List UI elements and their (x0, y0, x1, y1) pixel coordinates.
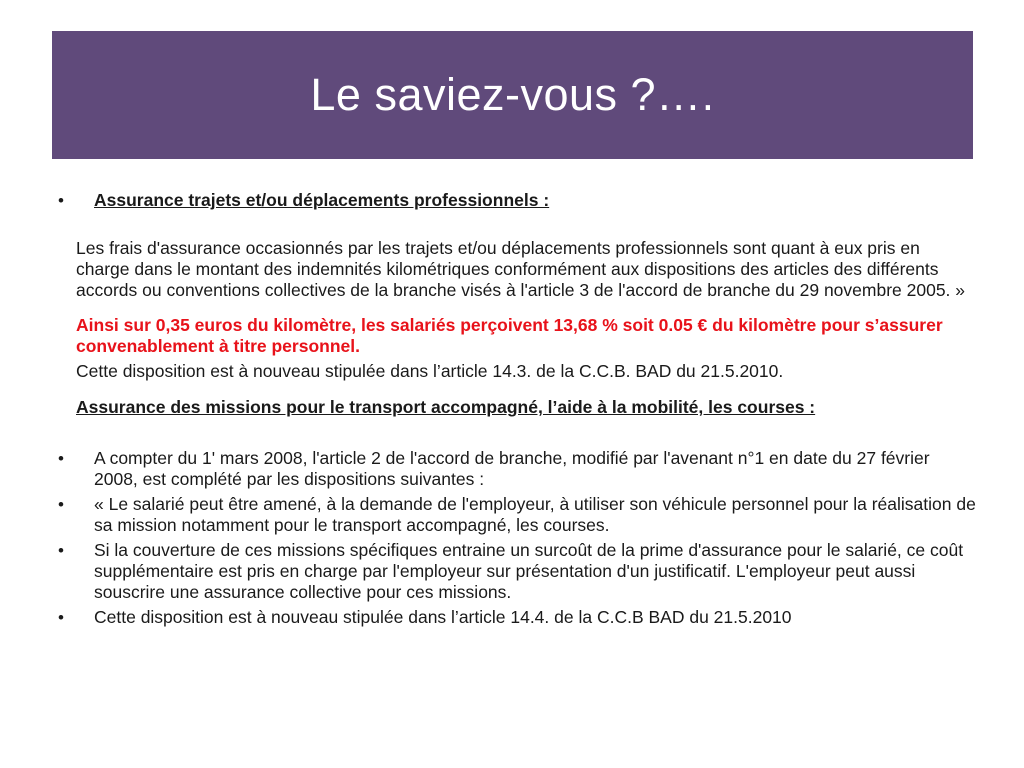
list-item-text: Cette disposition est à nouveau stipulée dans l’article 14.4. de la C.C.B BAD du 21.5.2010 (94, 607, 792, 627)
title-banner (52, 31, 973, 159)
list-item-text: Si la couverture de ces missions spécifiques entraine un surcoût de la prime d'assurance pour le salarié, ce coût supplémentaire est pris en charge par l'employeur sur présentation d'un justificatif. L'employeur peut aussi souscrire une assurance collective pour ces missions. (94, 540, 964, 602)
list-item (56, 494, 976, 536)
section2-heading: Assurance des missions pour le transport accompagné, l’aide à la mobilité, les courses : (76, 397, 816, 417)
list-item (56, 448, 976, 490)
section1-highlight: Ainsi sur 0,35 euros du kilomètre, les salariés perçoivent 13,68 % soit 0.05 € du kilomètre pour s’assurer convenablement à titre personnel. (76, 315, 943, 356)
bullet-marker: • (58, 541, 64, 560)
list-item (56, 607, 976, 628)
bullet-marker: • (58, 608, 64, 627)
slide-body (56, 190, 976, 628)
list-item-text: A compter du 1' mars 2008, l'article 2 de l'accord de branche, modifié par l'avenant n°1 en date du 27 février 2008, est complété par les dispositions suivantes : (94, 448, 930, 489)
list-item-text: « Le salarié peut être amené, à la demande de l'employeur, à utiliser son véhicule personnel pour la réalisation de sa mission notamment pour le transport accompagné, les courses. (94, 494, 976, 535)
section1-bullet-row (56, 190, 976, 211)
section1-heading: Assurance trajets et/ou déplacements professionnels : (94, 190, 550, 210)
section1-paragraph: Les frais d'assurance occasionnés par les trajets et/ou déplacements professionnels sont quant à eux pris en charge dans le montant des indemnités kilométriques conformément aux dispositions des articles des différents accords ou conventions collectives de la branche visés à l'article 3 de l'accord de branche du 29 novembre 2005. » (76, 238, 966, 300)
bullet-marker: • (58, 191, 64, 210)
list-item (56, 540, 976, 603)
bullet-marker: • (58, 449, 64, 468)
section1-note: Cette disposition est à nouveau stipulée dans l’article 14.3. de la C.C.B. BAD du 21.5.2010. (76, 361, 784, 381)
bullet-marker: • (58, 495, 64, 514)
slide-title: Le saviez-vous ?…. (310, 69, 715, 120)
